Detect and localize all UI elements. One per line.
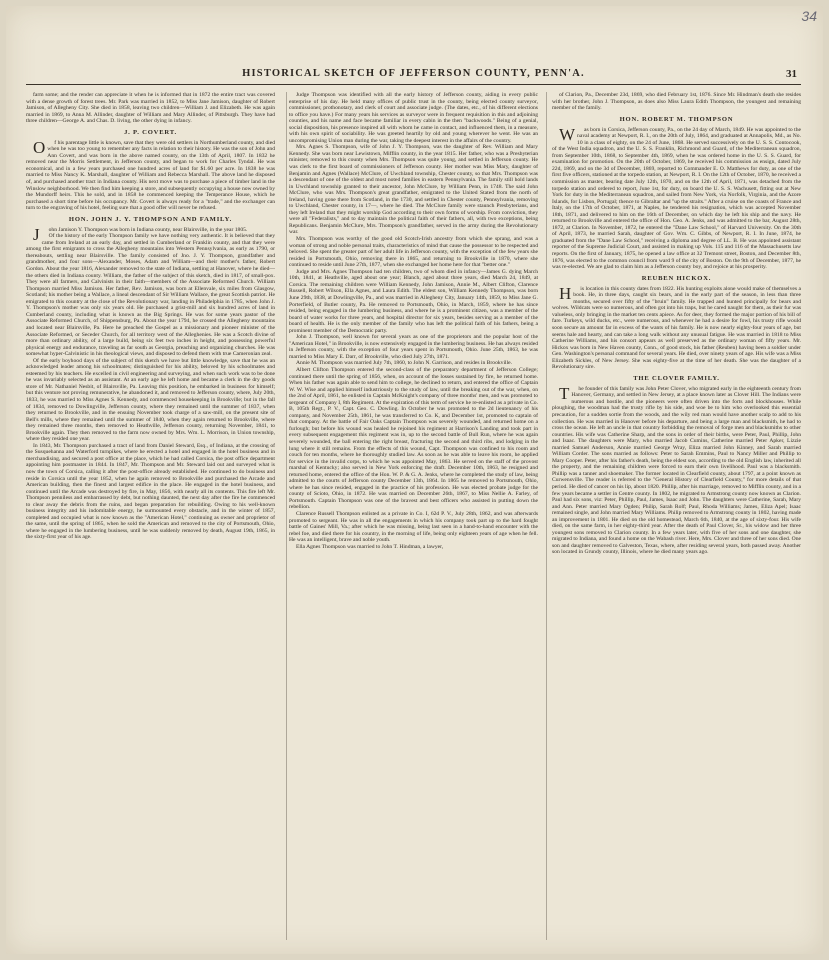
paragraph: John Jamison Y. Thompson was born in Indiana county, near Blairsville, in the year 1805. [33,224,248,244]
section-heading-thompson: HON. JOHN J. Y. THOMPSON AND FAMILY. [68,215,233,223]
paragraph: Mrs. Agnes S. Thompson, wife of John J. Y. Thompson, was the daughter of Rev. William and Mary Kennedy. She was born near Lewistown, Mifflin county, in the year 1815. Her father, who was a Presbyterian minister, removed to this county when Mrs. Thompson was quite young, and settled in Jefferson county. He was clerk to the first board of commissioners of Jefferson county. Her mother was Miss Mary, daughter of Benjamin and Agnes (Wallace) McClure, of Uwchland township, Chester county, so that Mrs. Thompson was a descendant of one of the oldest and most noted families in eastern Pennsylvania. The family still hold lands in Uwchland township granted to their ancestor, John McClure, by William Penn, in 1748. The said John McClure, who was Mrs. Thompson's great grandfather, emigrated to the United Stated from the north of Ireland, having gone there from Scotland, in the 1730, and settled in Chester county, Pennsylvania, removing to Uwchland, Chester county, in 17—, where he died. The McClure family were staunch Presbyterians, and they left Ireland that they might worship God according to their own forms of worship. From conviction, they were all "Federalists," and to day maintain the political faith of their fathers, all, with two exceptions, being Republicans. Benjamin McClure, Mrs. Thompson's grandfather, served in the army during the Revolutionary war. [289,144,538,236]
paragraph: Judge and Mrs. Agnes Thompson had ten children, two of whom died in infancy—James G. dying March 10th, 1841, at Heathville, aged about one year; Blanch, aged about three years, died March 24, 1849, at Corsica. The remaining children were William Kennedy, John Jamison, Annie M., Albert Clifton, Clarence Russell, Robert Wilson, Ella Agnes, and Laura Edith. The eldest son, William Kennedy Thompson, was born June 29th, 1838, at Dowlingville, Pa., and was married in Allegheny City, January 14th, 1859, to Miss Jane G. Porterfield, of Butler county, Pa. He removed to Portsmouth, Ohio, in March, 1859, where he has since resided, being engaged in the lumbering business, and where he is a prominent citizen, was a member of the board of water works for three years, and hospital director for six years, besides serving as a member of the board of health. He is the only member of the family who has left the political faith of his fathers, being a prominent member of the Democratic party. [289,268,538,334]
section-heading-covert: J. P. COVERT. [124,128,177,136]
paragraph: Annie M. Thompson was married July 7th, 1860, to John N. Garrison, and resides in Brookville. [296,360,513,367]
paragraph: farm some; and the render can appreciate it when he is informed that in 1872 the entire tract was covered with a dense growth of forest trees. Mr. Park was married in 1852, to Miss Jane Jamison, daughter of Robert Jamison, of Allegheny City. She died in 1858, leaving two children—William J. and Elizabeth. He was again married in 1869, to Anna M. Allinder, daughter of William and Mary Allinder, of Pittsburgh. They have had three children—George A. and Chas. D. living, the other dying in infancy. [26,92,275,125]
text-columns [26,92,801,940]
paragraph: Albert Clifton Thompson entered the second-class of the preparatory department of Jefferson College; continued there until the spring of 1856, when, on account of the losses sustained by fire, he returned home. When his father was again able to send him to college, he declined to return, and entered the office of Captain W. W. Wise and applied himself industriously to the study of law, until the breaking out of the war, when, on the 2nd of April, 1861, he enlisted in Captain McKnight's company of three months' men, and was promoted to sergeant of Company I, 8th Regiment. At the expiration of this term of service he re-enlisted as a private in Co. B, 105th Regt., P. V., Capt. Geo. C. Dowling. In October he was promoted to the 2d lieutenancy of his company, and November 25th, 1861, he was transferred to Co. K, and December 1st, promoted to captain of that company. At the battle of Fair Oaks Captain Thompson was severely wounded, and returned home on a furlough; but before his wound was healed he rejoined his regiment at Harrison's Landing and took part in every subsequent engagement this regiment was in, up to the second battle of Bull Run, where he was again severely wounded, the ball entering the right breast, fracturing the second and third ribs, and lodging in the lung where it still remains. From the effects of this wound, Capt. Thompson was confined to his room and couch for ten months, where he thoroughly studied law. As soon as he was able to leave his room, he applied for service in the invalid corps, to which he was appointed May, 1863. He served on the staff of the provost marshal of Kentucky; also served in New York enforcing the draft. December 10th, 1863, he resigned and returned home, entered the office of the Hon. W. P. & G. A. Jenks, where he completed the study of law, being admitted to the courts of Jefferson county December 13th, 1864. In 1865 he removed to Portsmouth, Ohio, where he has since resided, engaged in the practice of his profession. He was elected probate judge for the county of Scioto, Ohio, in 1872. He was married on December 26th, 1867, to Miss Nellie A. Farley, of Portsmouth. Captain Thompson was one of the bravest and best officers who assisted in putting down the rebellion. [289,366,538,511]
paragraph: Of the early boyhood days of the subject of this sketch we have but little knowledge, save that he was an acknowledged leader among his schoolmates; distinguished for his ability, beloved by his schoolmates and esteemed by his teachers. He excelled in civil engineering and surveying, and when such work was to be done he was invariably selected as an assistant. At an early age he left home and became a clerk in the dry goods store of Mr. Nathaniel Nesbit, of Blairsville, Pa. Leaving this position, he embarked in business for himself; but this venture not proving remunerative, he abandoned it, and removed to Jefferson county, where, July 20th, 1833, he was married to Miss Agnes S. Kennedy, and commenced housekeeping in Brookville; but in the fall of 1834, removed to Dowlingville, Jefferson county, where they remained until the summer of 1837, when they returned to Brookville, and in the ensuing November took charge of a saw-mill, on the present site of Bell's mills, where they remained until the summer of 1840, when they again returned to Brookville, where they remained three months, then removed to Heathville, Jefferson county, returning November, 1841, to Brookville again. They then removed to the farm now owned by Mrs. Wm. L. Morrison, in Union township, where they resided one year. [26,357,275,443]
page-number: 31 [786,68,797,80]
page-header [26,68,801,85]
paragraph: In 1843, Mr. Thompson purchased a tract of land from Daniel Steward, Esq., of Indiana, at the crossing of the Susquehanna and Waterford turnpikes, where he erected a hotel and engaged in the hotel business and in merchandising, and secured a post office at the place, which he had called Corsica, the post office department appointing him postmaster in 1844. In 1847, Mr. Thompson and Mr. Steward laid out and surveyed what is now the town of Corsica, calling it after the post-office already established. He continued to do business and reside in Corsica until the year 1852, when he again removed to Brookville and purchased the Arcade and American building, then the finest and largest edifice in the place. He engaged in the hotel business, and continued until the Arcade was destroyed by fire, in May, 1856, with nearly all its contents. This fire left Mr. Thompson penniless and embarrassed by debt, but nothing daunted, the next day after the fire he commenced to clear away the debris from the ruins, and began preparation for rebuilding. Owing to his well-known business integrity and his indomitable energy, he surmounted every obstacle, and in the winter of 1857, completed and occupied what is now known as the "American Hotel," continuing as owner and proprietor of the same, until the spring of 1865, when he sold the American and removed to the city of Portsmouth, Ohio, where he engaged in the lumbering business, until he was suddenly removed by death, August 19th, 1865, in the sixty-first year of his age. [26,442,275,541]
section-heading-reuben-hickox: REUBEN HICKOX. [641,274,712,282]
paragraph: The founder of this family was John Peter Clover, who migrated early in the eighteenth century from Hanover, Germany, and settled in New Jersey, at a place known later as Clover Hill. The Indians were numerous and hostile, and the pioneers were often driven into the forts and blockhouses. While ploughing, the woodman had the trusty rifle by his side, and woe be to him who overlooked this essential precaution, for a sudden sortie from the woods, and the wily red man would have another scalp to add to his collection. He was married in Hanover before his departure, and being a large man and blacksmith, he had to cross the ocean. He left an uncle in that country forbidding the removal of forge men and blacksmiths to other countries. His wife was Catherine Sharp, and the sons in order of their births, were Peter, Paul, Phillip, John and Isaac. The daughters were Mary, who married Jacob Cumins, Catherine married Peter Apker, Lizzie married Samuel Anderson, Annie married George Wray, Eliza married John Kinney, and Sarah married William Corder. The sons married as follows: Peter to Sarah Emmins, Paul to Nancy Miller and Phillip to Mary Cooper. Peter, after his father's death, being the eldest son, according to the old English law, inherited all the property, and the remaining children were forced to earn their own livelihood. Paul was a blacksmith. Phillip was a tanner and shoemaker. The former located in Clearfield county, about 1797, at a point known as Curwensville. The reader is referred to the "General History of Clearfield County," for more details of that period. He died of cancer on his lip, about 1820. Phillip, after his marriage, removed to Mifflin county, and in a few years became a settler in Centre county. In 1802, he migrated to Armstrong county now known as Clarion. Paul had six sons, viz: Peter, Phillip, Paul, James, Isaac and John. The daughters were Catherine, Sarah, Mary and Ann. Peter married Mary Ogden; Philip, Sarah Rolf; Paul, Rhoda Williams; James, Eliza Apel; Isaac remained single, and John married Mary Williams. Philip removed to Armstrong county in 1802, having made an improvement in 1801. He died on the old homestead, March 6th, 1840, at the age of sixty-four. His wife died, on the same farm, in her eighty-third year. After the death of Paul Clover, Sr., his widow and her three youngest sons removed to Clarion county. In a few years later, with five of her sons and one daughter, she migrated to Indiana, and found a home on the Wabash river. Here, Mrs. Clover and three of her sons died. One son and daughter removed to Galveston, Texas, where, after residing several years, both passed away. Another son located in Grundy county, Illinois, where he died many years ago. [552,383,801,556]
paragraph: Of the history of the early Thompson family we have nothing very authentic. It is believed that they came from Ireland at an early day, and settled in Cumberland or Franklin county, and that they were among the first emigrants to cross the Allegheny mountains into Western Pennsylvania, as early as 1790, or thereabouts, settling near Blairsville. The family consisted of Jno. J. Y. Thompson, grandfather and grandmother, and four sons—Alexander, Moses, Adam and William—and their mother's father, Robert Gordon. About the year 1816, Alexander removed to the state of Indiana, settling at Hanover, where he died—the others died in Indiana county. William, the father of the subject of this sketch, died in 1817, of small-pox. They were all farmers, and Calvinists in their faith—members of the Associate Reformed Church. William Thompson married Miss Jamison. Her father, Rev. Jamison, was born at Ellenvale, six miles from Glasgow, Scotland; his mother being a Wallace, a lineal descendant of Sir William Wallace, the great Scottish patriot. He emigrated to this country at the close of the Revolutionary war, landing in Philadelphia in 1785, when John J. Y. Thompson's mother was only six years old. He purchased a grist-mill and six hundred acres of land in Cumberland county, including what is known as the Big Springs. He was for some years pastor of the Associate Reformed Church, of Shippensburg, Pa. About the year 1794, he crossed the Allegheny mountains and located near Blairsville, Pa. Here he preached the Gospel as a missionary and pioneer minister of the Associate Reformed, or Seceder Church, for all territory west of the Alleghenies. He was a Scotch divine of more than ordinary ability, of a large build, being six feet two inches in height, and possessing powerful physical energy and endurance, traveling as far south as Georgia, preaching and organizing churches. He was somewhat hyper-Calvinistic in his theological views, and disposed to defend them with true Cameronian zeal. [26,233,275,358]
paragraph: Mrs. Thompson was worthy of the good old Scotch-Irish ancestry from which she sprang, and was a woman of strong and noble personal traits, characteristics of mind that cause the possessor to be respected and beloved. She spent the greater part of her adult life in Jefferson county, with the exception of the few years she resided in Portsmouth, Ohio, removing there in 1865, and returning to Brookville in 1870, where she continued to reside until June 27th, 1877, when she exchanged her home here for that "better one." [289,236,538,269]
paragraph: His location in this county dates from 1822. His hunting exploits alone would make of themselves a book. He, in three days, caught six bears, and in the early part of the season, in less than three months, secured over fifty of the "bruin" family. He trapped and hunted principally for bears and wolves. Wildcats were so numerous, and often got into his traps, but he cared naught for them, as their fur was valueless, only bringing in the market ten cents apiece. As for deer, they formed the major portion of his bill of fare. Turkeys, wild ducks, etc., were numerous, and whenever he had a desire for fowl, his trusty rifle would soon secure an amount far in excess of the wants of his family. He is now nearly eighty-four years of age, but seems hale and hearty, and can take a long walk without any unusual fatigue. He was married in 1818 to Miss Catherine Williams, and his consort appears as well preserved as the ordinary woman of fifty years. Mr. Hickox was born in New Haven county, Conn., of good stock, his father (Reuben) having been a soldier under Gen. Washington's personal command for several years. He died, over ninety years of age. His wife was a Miss Elizabeth Sickles, of New Jersey. She was eighty-five at the time of her death. She was the daughter of a Revolutionary sire. [552,283,801,371]
paragraph: John J. Thompson, well known for several years as one of the proprietors and the popular host of the "American Hotel," in Brookville, is now extensively engaged in the lumbering business. He has always resided in Jefferson county, with the exception of four years spent in Portsmouth, Ohio. June 25th, 1863, he was married to Miss Mary E. Darr, of Brookville, who died July 27th, 1871. [289,334,538,360]
section-heading-clover-family: THE CLOVER FAMILY. [633,374,720,382]
page-annotation: 34 [801,8,817,24]
section-heading-robert-thompson: HON. ROBERT M. THOMPSON [619,115,734,123]
paragraph: Judge Thompson was identified with all the early history of Jefferson county, aiding in every public enterprise of his day. He held many offices of public trust in the county, being elected county surveyor, commissioner, prothonotary, and clerk of court and associate judge. (The dates, etc., of his different elections to office you have.) For many years his services as surveyor were in frequent requisition in this and adjoining counties, and his name and face became familiar in every cabin in the then "backwoods." Being of a genial, social disposition, his presence inspired all with whom he came in contact, and influenced them, in a measure, with his own spirit of sociability. He was greeted heartily by old and young wherever he went. He was an uncompromising Union man during the war, taking the deepest interest in the affairs of the country. [289,92,538,144]
paragraph: Clarence Russell Thompson enlisted as a private in Co. I, 62d P. V., July 28th, 1862, and was afterwards promoted to sergeant. He was in all the engagements in which his company took part up to the hard fought battle of Gaines' Mill, Va.; after which he was missing, being last seen in a hand-to-hand encounter with the rebel foe, and died there for his country, in the morning of life, being only eighteen years of age when he fell. He was an intelligent, brave and noble youth. [289,511,538,544]
paragraph: Was born in Corsica, Jefferson county, Pa., on the 24 day of March, 1849. He was appointed to the naval academy at Newport, R. I., on the 20th of July, 1864, and graduated at Annapolis, Md., as No. 10 in a class of eighty, on the 24 of June, 1868. He served successively on the U. S. S. Contocook, of the West India squadron, and the U. S. S. Franklin, Richmond and Guard, of the Mediterranean squadron, from September 10th, 1868, to September 4th, 1869, when he was ordered home in the U. S. S. Guard, for examination for promotion. On the 20th of October, 1869, he received his commission as ensign, dated July 22d, 1869, and on the 3d of December, 1869, reported to Commander E. O. Matthews for duty, as one of the first five officers, stationed at the torpedo station, at Newport, R. I. On the 12th of October, 1870, he received a commission as master, bearing date July 12th, 1870, and on the 12th of April, 1871, was detached from the torpedo station and ordered to report, June 1st, for duty, on board the U. S. S. Wachusett, fitting out at New York for duty in the Mediterranean squadron, and sailed from New York, via Norfolk, Virginia, and the Azore Islands, for Lisbon, Portugal; thence to Gibraltar and "up the straits." After a cruise on the coasts of France and Italy, on the 17th of October, 1871, at Naples, he tendered his resignation, which was accepted November 18th, 1871, and delivered to him on the 16th of December, on which day he left his ship and the navy. He returned to Brookville and entered the office of Hon. Geo. A. Jenks, and was admitted to the bar, August 28th, 1872, at Clarion. In November, 1872, he entered the "Dane Law School," of Harvard University. On the 30th of April, 1873, he married Sarah, daughter of Gov. Wm. C. Gibbs, of Newport, R. I. In June, 1874, he graduated from the "Dane Law School," receiving a diploma and degree of LL. B. He was appointed assistant reporter of the Supreme Judicial Court, and assisted in making up Vols. 115 and 116 of the Massachusetts law reports. On the first of January, 1875, he opened a law office at 32 Tremont street, Boston, and December 8th, 1876, was elected to the common council from ward 9 of the city of Boston. On the 9th of December, 1877, he was re-elected. We are glad to claim him as a Jefferson county boy, and rejoice at his prosperity. [552,124,801,271]
column-1 [26,92,275,940]
document-page [6,6,823,954]
column-2 [289,92,538,940]
column-3 [552,92,801,940]
paragraph: Of his parentage little is known, save that they were old settlers in Northumberland county, and died when he was too young to remember any facts in relation to their history. He was the son of John and Ann Covert, and was born in the above named county, on the 13th of April, 1807. In 1832 he removed near the Morris Settlement, in Jefferson county, and began to work for Charles Tyndal. He was economical, and in a few years purchased one hundred acres of land for $1.60 per acre. In 1838 he was married to Miss Nancy K. Marshall, daughter of William and Rebecca Marshall. The above land he disposed of, and purchased another tract in Indiana county. His next move was to purchase a piece of timber land in the Winslow neighborhood. We then find him keeping a store, and subsequently occupying a house now owned by the Mundorff heirs. This he sold, and in 1858 he commenced keeping the Temperance House, which he purchased a short time before his occupancy. Mr. Covert is always ready for a "trade," and the exchanger can turn to the engraving of his hotel, feeling sure that a good offer will never be refused. [26,137,275,212]
running-title: HISTORICAL SKETCH OF JEFFERSON COUNTY, PENN'A. [242,68,585,79]
paragraph: of Clarion, Pa., December 23d, 1869, who died February 1st, 1876. Since Mr. Hindman's death she resides with her brother, John J. Thompson, as does also Miss Laura Edith Thompson, the youngest and remaining member of the family. [552,92,801,112]
paragraph: Ella Agnes Thompson was married to John T. Hindman, a lawyer, [296,543,444,550]
